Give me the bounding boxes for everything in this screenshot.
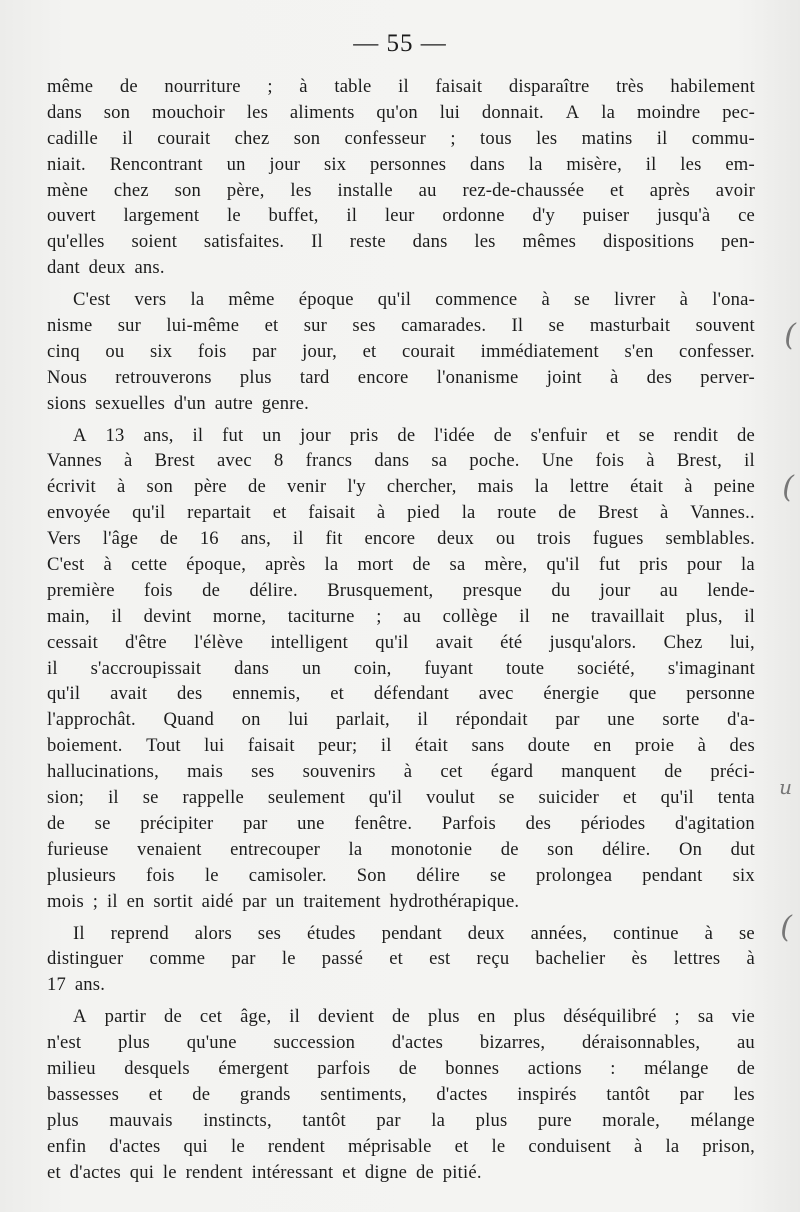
margin-annotations [755,0,800,1212]
text-line: 17 ans. [47,974,106,996]
text-line: sions sexuelles d'un autre genre. [47,392,309,414]
text-line: ouvert largement le buffet, il leur ordonne d'y puiser jusqu'à ce [47,205,755,227]
margin-pencil-mark: ( [782,470,794,505]
text-line: niait. Rencontrant un jour six personnes dans la misère, il les em- [47,153,755,175]
text-line: et d'actes qui le rendent intéressant et digne de pitié. [47,1161,482,1183]
text-line: mène chez son père, les installe au rez-de-chaussée et après avoir [47,179,755,201]
text-line: milieu desquels émergent parfois de bonnes actions : mélange de [47,1057,755,1079]
page-number: — 55 — [353,30,447,57]
text-line: C'est vers la même époque qu'il commence à se livrer à l'ona- [73,289,755,311]
margin-pencil-mark: ( [784,318,796,353]
text-line: A 13 ans, il fut un jour pris de l'idée de s'enfuir et se rendit de [73,424,755,446]
text-line: C'est à cette époque, après la mort de sa mère, qu'il fut pris pour la [47,554,755,576]
text-line: Vannes à Brest avec 8 francs dans sa poche. Une fois à Brest, il [47,450,755,472]
text-line: main, il devint morne, taciturne ; au collège il ne travaillait plus, il [47,605,755,627]
text-line: mois ; il en sortit aidé par un traitement hydrothérapique. [47,890,520,912]
text-line: écrivit à son père de venir l'y chercher, mais la lettre était à peine [47,476,755,498]
text-line: distinguer comme par le passé et est reçu bachelier ès lettres à [47,948,755,970]
text-line: même de nourriture ; à table il faisait disparaître très habilement [47,76,755,97]
text-line: de se précipiter par une fenêtre. Parfois des périodes d'agitation [47,812,755,834]
text-line: qu'elles soient satisfaites. Il reste dans les mêmes dispositions pen- [47,231,755,253]
text-line: Vers l'âge de 16 ans, il fit encore deux ou trois fugues semblables. [47,528,755,550]
text-line: nisme sur lui-même et sur ses camarades. Il se masturbait souvent [47,315,755,337]
text-line: enfin d'actes qui le rendent méprisable et le conduisent à la prison, [47,1135,755,1157]
text-line: plusieurs fois le camisoler. Son délire se prolongea pendant six [47,864,755,886]
text-line: première fois de délire. Brusquement, presque du jour au lende- [47,579,755,601]
text-line: plus mauvais instincts, tantôt par la plus pure morale, mélange [47,1109,755,1131]
margin-pencil-mark: ( [780,910,792,945]
body-text [47,74,755,1185]
text-line: A partir de cet âge, il devient de plus en plus déséquilibré ; sa vie [73,1006,755,1028]
text-line: dans son mouchoir les aliments qu'on lui donnait. A la moindre pec- [47,101,755,123]
text-line: hallucinations, mais ses souvenirs à cet égard manquent de préci- [47,761,755,783]
text-line: Nous retrouverons plus tard encore l'onanisme joint à des perver- [47,366,755,388]
text-line: n'est plus qu'une succession d'actes bizarres, déraisonnables, au [47,1032,755,1054]
text-line: dant deux ans. [47,257,165,279]
text-line: cadille il courait chez son confesseur ; tous les matins il commu- [47,127,755,149]
text-line: cessait d'être l'élève intelligent qu'il avait été jusqu'alors. Chez lui, [47,631,755,653]
text-line: il s'accroupissait dans un coin, fuyant toute société, s'imaginant [47,657,755,679]
text-line: Il reprend alors ses études pendant deux années, continue à se [73,922,755,944]
text-line: l'approchât. Quand on lui parlait, il répondait par une sorte d'a- [47,709,755,731]
margin-pencil-mark: u [779,775,792,799]
text-line: furieuse venaient entrecouper la monotonie de son délire. On dut [47,838,755,860]
text-line: qu'il avait des ennemis, et défendant avec énergie que personne [47,683,755,705]
text-line: cinq ou six fois par jour, et courait immédiatement s'en confesser. [47,340,755,362]
text-line: envoyée qu'il repartait et faisait à pied la route de Brest à Vannes.. [47,502,755,524]
text-line: bassesses et de grands sentiments, d'actes inspirés tantôt par les [47,1083,755,1105]
text-line: sion; il se rappelle seulement qu'il voulut se suicider et qu'il tenta [47,787,755,809]
text-line: boiement. Tout lui faisait peur; il était sans doute en proie à des [47,735,755,757]
